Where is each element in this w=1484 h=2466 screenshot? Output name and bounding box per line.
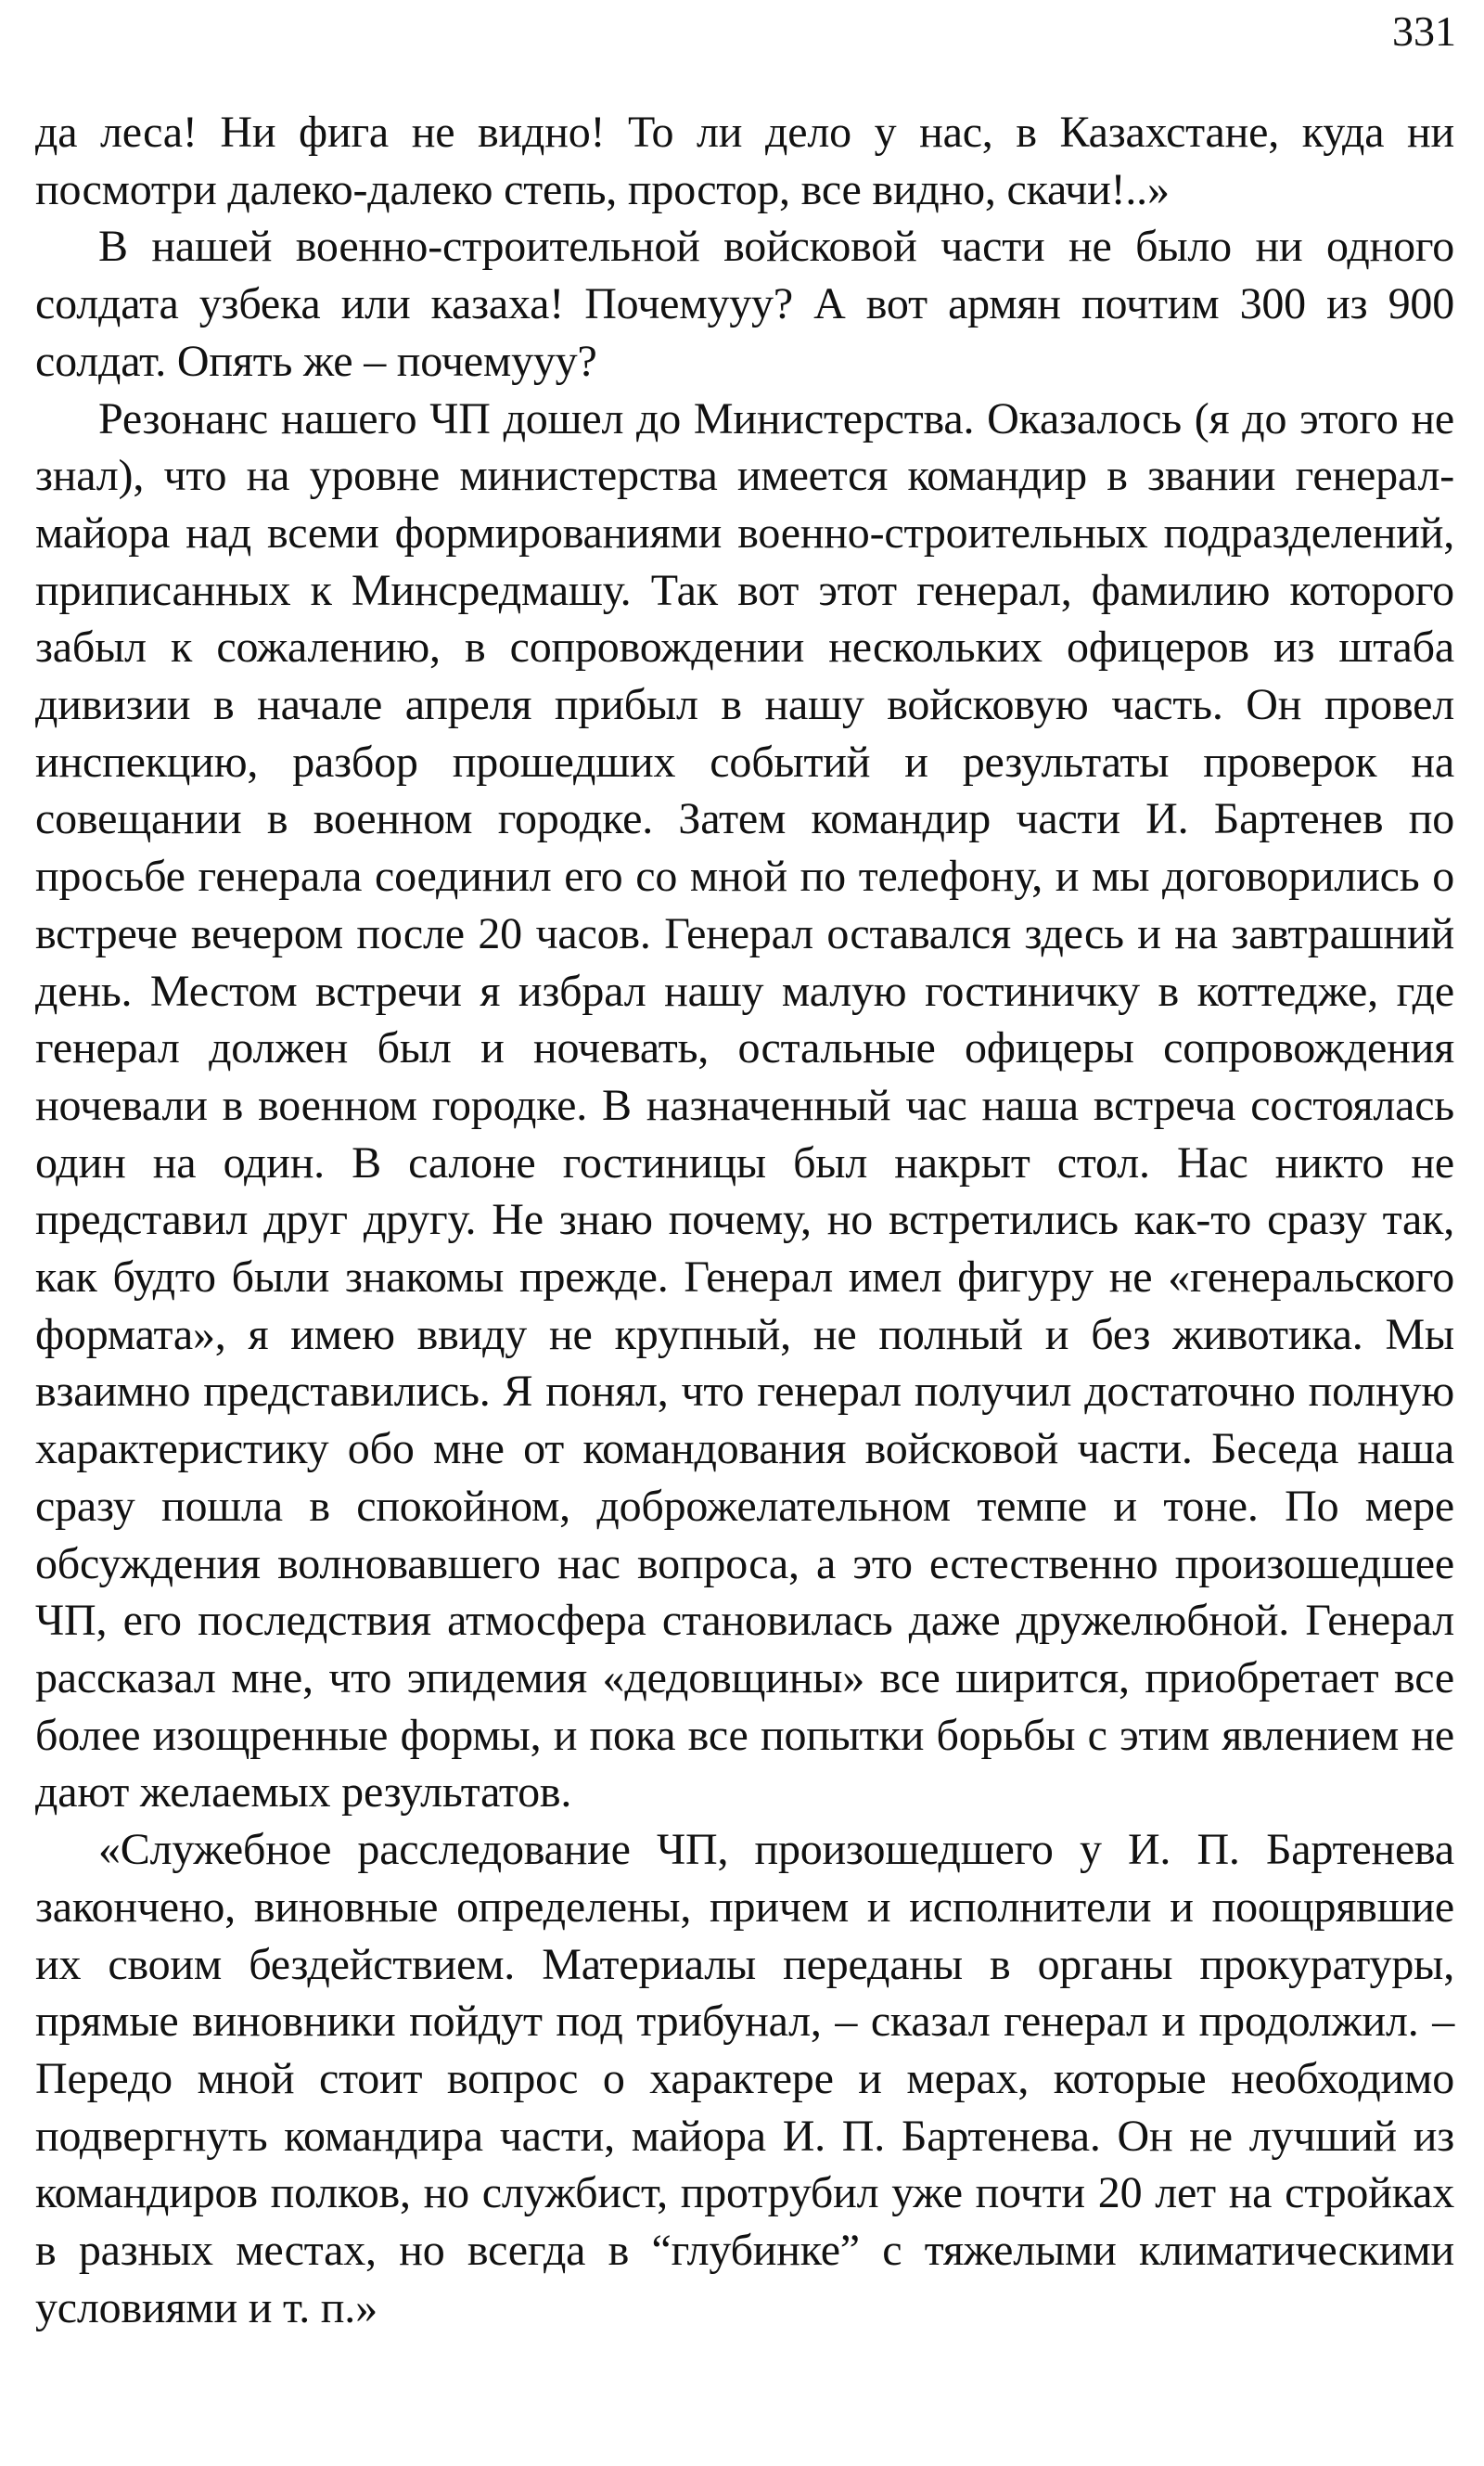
paragraph: «Служебное расследование ЧП, произошедшего у И. П. Бартенева закончено, виновные определены, причем и исполнители и поощрявшие их своим бездействием. Материалы переданы в органы прокуратуры, прямые виновники пойдут под трибунал, – сказал генерал и продолжил. – Передо мной стоит вопрос о характере и мерах, которые необходимо подвергнуть командира части, майора И. П. Бартенева. Он не лучший из командиров полков, но службист, протрубил уже почти 20 лет на стройках в разных местах, но всегда в “глубинке” с тяжелыми климатическими условиями и т. п.» <box>35 1825 1454 2332</box>
paragraph: В нашей военно-строительной войсковой части не было ни одного солдата узбека или казаха! Почемууу? А вот армян почтим 300 из 900 солдат. Опять же – почемууу? <box>35 222 1454 386</box>
body-text <box>35 104 1454 2336</box>
paragraph-continuation: да леса! Ни фига не видно! То ли дело у нас, в Казахстане, куда ни посмотри далеко-далеко степь, простор, все видно, скачи!..» <box>35 108 1454 214</box>
page-number: 331 <box>1392 7 1456 55</box>
paragraph: Резонанс нашего ЧП дошел до Министерства. Оказалось (я до этого не знал), что на уровне министерства имеется командир в звании генерал-майора над всеми формированиями военно-строительных подразделений, приписанных к Минсредмашу. Так вот этот генерал, фамилию которого забыл к сожалению, в сопровождении нескольких офицеров из штаба дивизии в начале апреля прибыл в нашу войсковую часть. Он провел инспекцию, разбор прошедших событий и результаты проверок на совещании в военном городке. Затем командир части И. Бартенев по просьбе генерала соединил его со мной по телефону, и мы договорились о встрече вечером после 20 часов. Генерал оставался здесь и на завтрашний день. Местом встречи я избрал нашу малую гостиничку в коттедже, где генерал должен был и ночевать, остальные офицеры сопровождения ночевали в военном городке. В назначенный час наша встреча состоялась один на один. В салоне гостиницы был накрыт стол. Нас никто не представил друг другу. Не знаю почему, но встретились как-то сразу так, как будто были знакомы прежде. Генерал имел фигуру не «генеральского формата», я имею ввиду не крупный, не полный и без животика. Мы взаимно представились. Я понял, что генерал получил достаточно полную характеристику обо мне от командования войсковой части. Беседа наша сразу пошла в спокойном, доброжелательном темпе и тоне. По мере обсуждения волновавшего нас вопроса, а это естественно произошедшее ЧП, его последствия атмосфера становилась даже дружелюбной. Генерал рассказал мне, что эпидемия «дедовщины» все ширится, приобретает все более изощренные формы, и пока все попытки борьбы с этим явлением не дают желаемых результатов. <box>35 393 1454 1817</box>
